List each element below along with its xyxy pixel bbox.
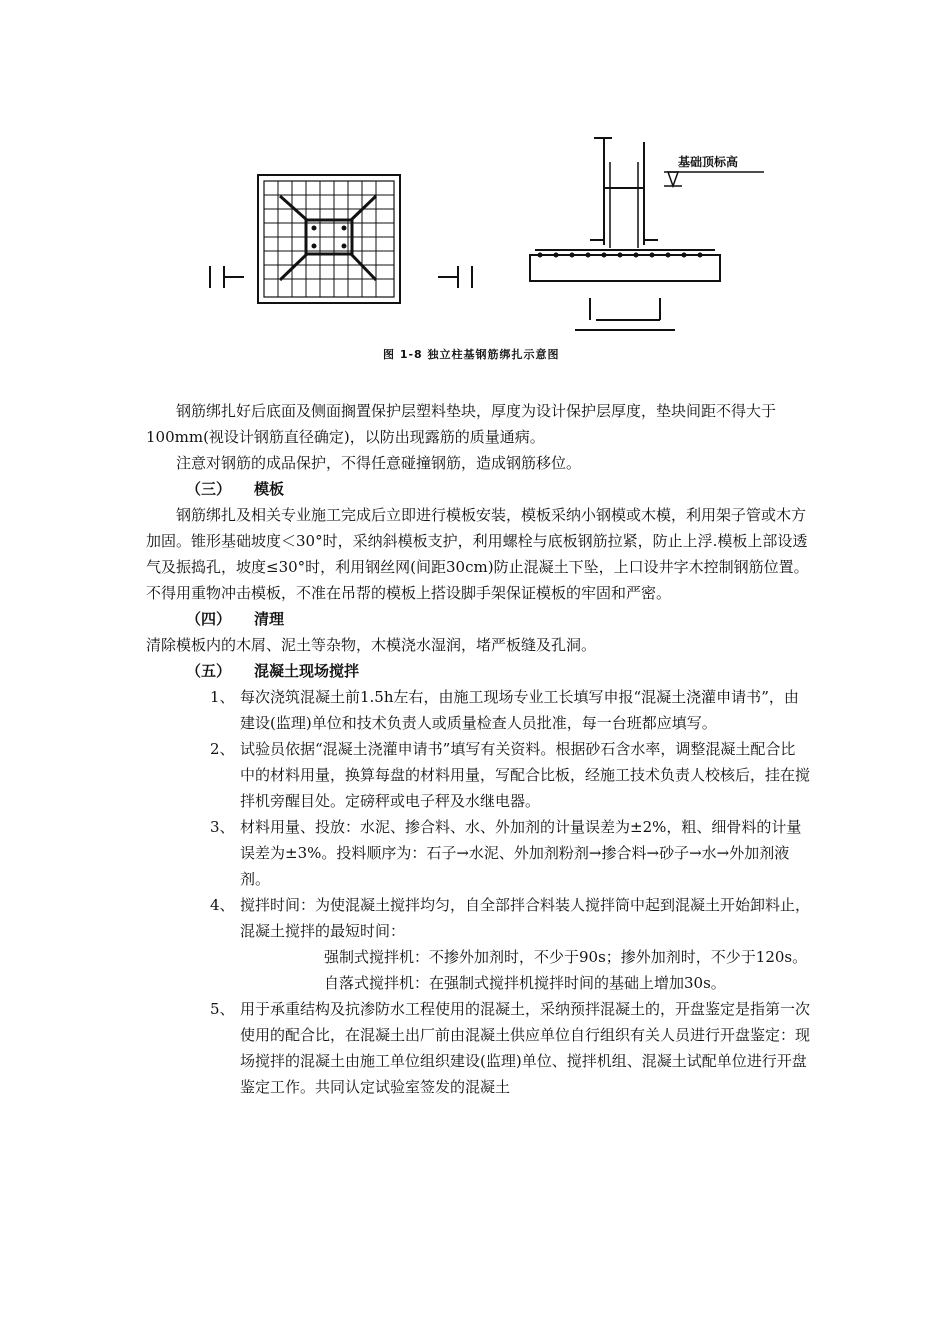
list-item-number: 4、 [210,896,235,914]
list-item [146,892,810,944]
paragraph-2: 注意对钢筋的成品保护，不得任意碰撞钢筋，造成钢筋移位。 [176,454,582,472]
figure-label: 基础顶标高 [678,155,739,169]
body-text [146,398,810,1100]
section-4-number: （四） [186,610,232,628]
section-3-number: （三） [186,480,232,498]
figure-caption: 图 1-8 独立柱基钢筋绑扎示意图 [383,348,560,361]
section-4-title: 清理 [254,610,285,628]
mixer-forced-note: 强制式搅拌机：不掺外加剂时，不少于90s；掺外加剂时，不少于120s。 [324,948,808,966]
section-5-title: 混凝土现场搅拌 [254,662,360,680]
plan-view [210,175,472,303]
mixer-gravity-note: 自落式搅拌机：在强制式搅拌机搅拌时间的基础上增加30s。 [324,974,726,992]
list-item-text: 每次浇筑混凝土前1.5h左右，由施工现场专业工长填写申报“混凝土浇灌申请书”，由建设(监理)单位和技术负责人或质量检查人员批准，每一台班都应填写。 [240,688,799,732]
list-item-number: 5、 [210,1000,235,1018]
list-item [146,814,810,892]
section-4-heading [146,606,810,632]
section-5-heading [146,658,810,684]
list-item-number: 1、 [210,688,235,706]
list-item-number: 2、 [210,740,235,758]
section-3-heading [146,476,810,502]
list-item-text: 用于承重结构及抗渗防水工程使用的混凝土，采纳预拌混凝土的，开盘鉴定是指第一次使用的配合比，在混凝土出厂前由混凝土供应单位自行组织有关人员进行开盘鉴定：现场搅拌的混凝土由施工单位组织建设(监理)单位、搅拌机组、混凝土试配单位进行开盘鉴定工作。共同认定试验室签发的混凝土 [240,1000,811,1096]
section-4-body: 清除模板内的木屑、泥土等杂物，木模浇水湿润，堵严板缝及孔洞。 [146,636,597,654]
section-3-body: 钢筋绑扎及相关专业施工完成后立即进行模板安装，模板采纳小钢模或木模，利用架子管或木方加固。锥形基础坡度＜30°时，采纳斜模板支护，利用螺栓与底板钢筋拉紧，防止上浮.模板上部设透气及振捣孔，坡度≤30°时，利用钢丝网(间距30cm)防止混凝土下坠，上口设井字木控制钢筋位置。不得用重物冲击模板，不准在吊帮的模板上搭设脚手架保证模板的牢固和严密。 [146,506,809,602]
list-item [146,996,810,1100]
list-item-number: 3、 [210,818,235,836]
list-item [146,736,810,814]
list-item [146,684,810,736]
list-item-text: 材料用量、投放：水泥、掺合料、水、外加剂的计量误差为±2%，粗、细骨料的计量误差为±3%。投料顺序为：石子→水泥、外加剂粉剂→掺合料→砂子→水→外加剂液剂。 [240,818,802,888]
section-3-title: 模板 [254,480,285,498]
list-item-text: 搅拌时间：为使混凝土搅拌均匀，自全部拌合料装人搅拌筒中起到混凝土开始卸料止，混凝土搅拌的最短时间： [240,896,811,940]
list-item-text: 试验员依据“混凝土浇灌申请书”填写有关资料。根据砂石含水率，调整混凝土配合比中的材料用量，换算每盘的材料用量，写配合比板，经施工技术负责人校核后，挂在搅拌机旁醒目处。定磅秤或电子秤及水继电器。 [240,740,811,810]
foundation-rebar-figure [190,120,770,370]
section-5-number: （五） [186,662,232,680]
paragraph-1: 钢筋绑扎好后底面及侧面搁置保护层塑料垫块，厚度为设计保护层厚度，垫块间距不得大于100mm(视设计钢筋直径确定)，以防出现露筋的质量通病。 [146,402,777,446]
